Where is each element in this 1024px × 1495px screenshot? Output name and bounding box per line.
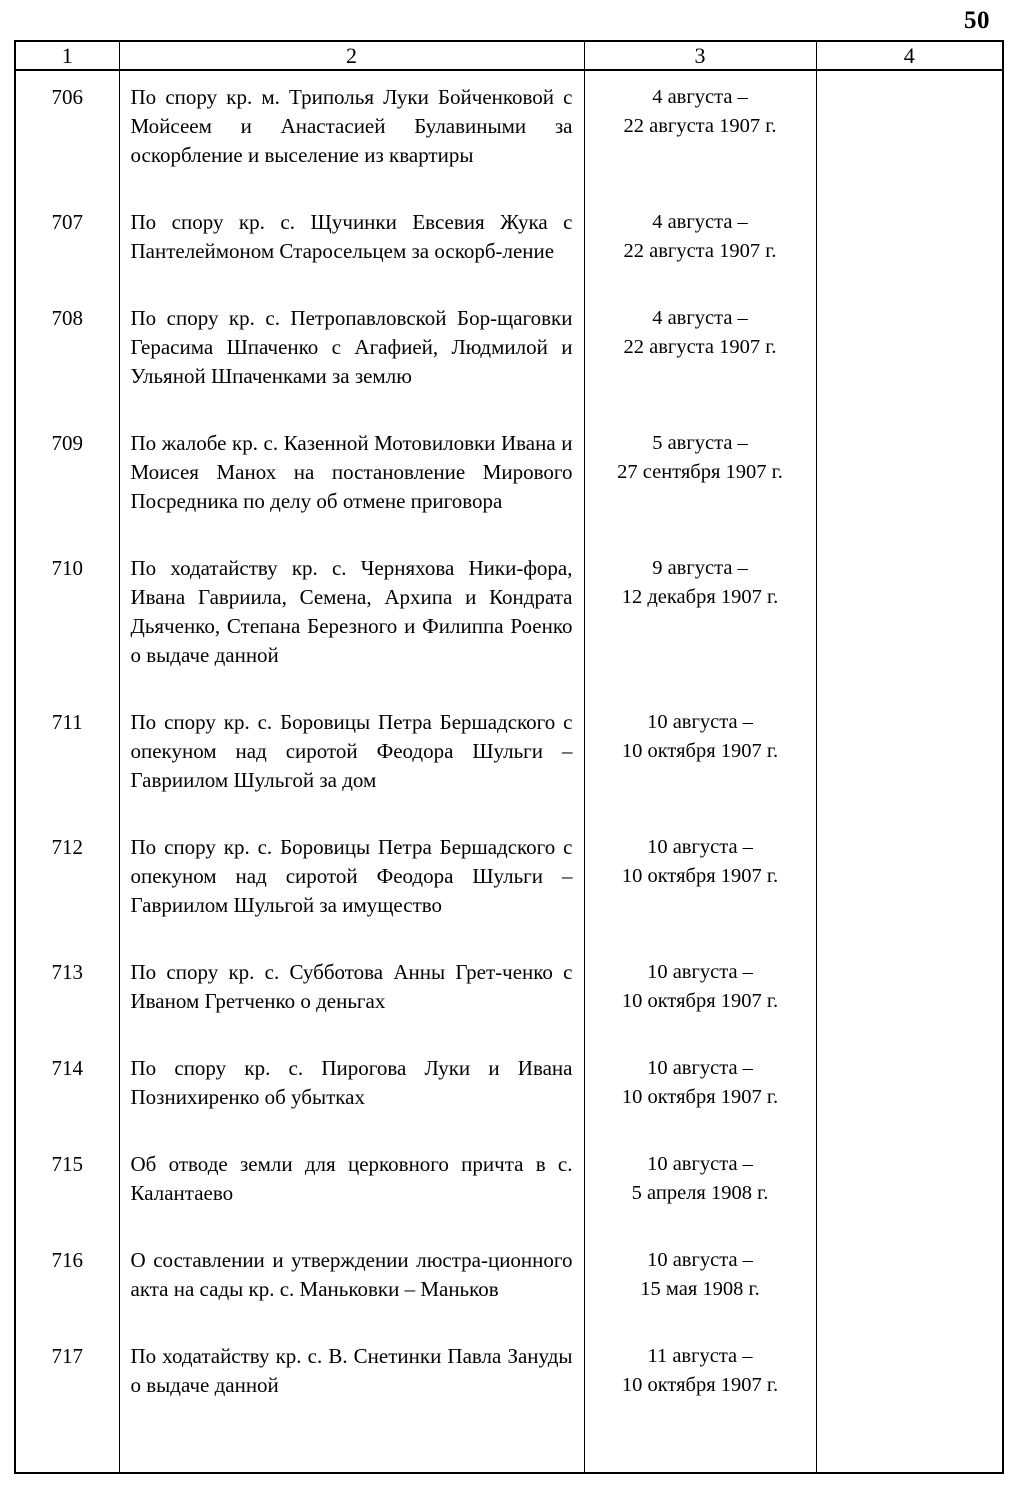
date-range-cell: [584, 1330, 816, 1426]
table-tail-spacer: [15, 1426, 1003, 1473]
row-number: 716: [51, 1248, 83, 1272]
notes-text: [817, 821, 1003, 822]
row-number: 708: [51, 306, 83, 330]
case-description: По ходатайству кр. с. В. Снетинки Павла Зануды о выдаче данной: [130, 1344, 573, 1397]
date-end: 22 августа 1907 г.: [623, 240, 777, 262]
row-number-cell: [15, 1330, 119, 1426]
notes-cell: [816, 417, 1003, 542]
table-row: [15, 70, 1003, 196]
date-end: 10 октября 1907 г.: [621, 1374, 779, 1396]
table-row: [15, 1234, 1003, 1330]
date-range-cell: [584, 821, 816, 946]
table-row: [15, 696, 1003, 821]
date-start: 4 августа –: [652, 211, 748, 233]
date-range-cell: [584, 1234, 816, 1330]
row-number: 712: [51, 835, 83, 859]
notes-text: [817, 542, 1003, 543]
case-description: По ходатайству кр. с. Черняхова Ники-фора, Ивана Гавриила, Семена, Архипа и Кондрата Дьяченко, Степана Березного и Филиппа Роенко о выдаче данной: [130, 556, 573, 667]
date-end: 10 октября 1907 г.: [621, 1086, 779, 1108]
notes-text: [817, 1330, 1003, 1331]
page-number: 50: [964, 7, 990, 34]
notes-text: [817, 292, 1003, 293]
date-range: [585, 71, 816, 167]
notes-cell: [816, 70, 1003, 196]
date-end: 12 декабря 1907 г.: [621, 586, 779, 608]
row-number: 714: [51, 1056, 83, 1080]
table-header-row: [15, 41, 1003, 70]
notes-text: [817, 1042, 1003, 1043]
notes-cell: [816, 946, 1003, 1042]
case-description: По спору кр. с. Пирогова Луки и Ивана Познихиренко об убытках: [130, 1056, 573, 1109]
table-tail-cell: [15, 1426, 119, 1473]
date-range: [585, 417, 816, 513]
case-description-cell: [119, 196, 584, 292]
notes-cell: [816, 1330, 1003, 1426]
date-start: 5 августа –: [652, 432, 748, 454]
date-start: 9 августа –: [652, 557, 748, 579]
date-end: 10 октября 1907 г.: [621, 990, 779, 1012]
date-end: 5 апреля 1908 г.: [631, 1182, 769, 1204]
table-row: [15, 292, 1003, 417]
register-table: [14, 40, 1004, 1474]
case-description-cell: [119, 1234, 584, 1330]
column-header-1: 1: [15, 41, 119, 70]
date-range: [585, 542, 816, 638]
date-end: 22 августа 1907 г.: [623, 115, 777, 137]
case-description: По спору кр. с. Субботова Анны Грет-ченко с Иваном Гретченко о деньгах: [130, 960, 573, 1013]
date-start: 10 августа –: [647, 1153, 753, 1175]
row-number: 717: [51, 1344, 83, 1368]
table-row: [15, 542, 1003, 696]
case-description-cell: [119, 1330, 584, 1426]
date-start: 10 августа –: [647, 711, 753, 733]
row-number-cell: [15, 1042, 119, 1138]
row-number: 706: [51, 85, 83, 109]
table-row: [15, 196, 1003, 292]
row-number-cell: [15, 196, 119, 292]
column-header-3: 3: [584, 41, 816, 70]
date-range: [585, 696, 816, 792]
table-row: [15, 417, 1003, 542]
notes-text: [817, 696, 1003, 697]
case-description-cell: [119, 946, 584, 1042]
date-start: 10 августа –: [647, 961, 753, 983]
row-number-cell: [15, 696, 119, 821]
date-range: [585, 1042, 816, 1138]
case-description: По жалобе кр. с. Казенной Мотовиловки Ивана и Моисея Манох на постановление Мирового Посредника по делу об отмене приговора: [130, 431, 573, 513]
notes-text: [817, 196, 1003, 197]
row-number: 711: [51, 710, 83, 734]
table-row: [15, 821, 1003, 946]
date-end: 10 октября 1907 г.: [621, 740, 779, 762]
notes-cell: [816, 196, 1003, 292]
notes-text: [817, 1138, 1003, 1139]
notes-cell: [816, 821, 1003, 946]
case-description: По спору кр. с. Щучинки Евсевия Жука с Пантелеймоном Старосельцем за оскорб-ление: [130, 210, 573, 263]
date-range: [585, 292, 816, 388]
date-end: 10 октября 1907 г.: [621, 865, 779, 887]
table-row: [15, 946, 1003, 1042]
table-row: [15, 1330, 1003, 1426]
case-description: По спору кр. м. Триполья Луки Бойченковой с Мойсеем и Анастасией Булавиными за оскорбление и выселение из квартиры: [130, 85, 573, 167]
date-range-cell: [584, 196, 816, 292]
date-range: [585, 821, 816, 917]
case-description: По спору кр. с. Петропавловской Бор-щаговки Герасима Шпаченко с Агафией, Людмилой и Ульяной Шпаченками за землю: [130, 306, 573, 388]
row-number-cell: [15, 417, 119, 542]
notes-cell: [816, 542, 1003, 696]
table-row: [15, 1138, 1003, 1234]
date-range: [585, 946, 816, 1042]
date-range: [585, 1330, 816, 1426]
notes-cell: [816, 1138, 1003, 1234]
date-end: 15 мая 1908 г.: [640, 1278, 760, 1300]
column-header-4: 4: [816, 41, 1003, 70]
case-description-cell: [119, 1138, 584, 1234]
case-description: О составлении и утверждении люстра-ционного акта на сады кр. с. Маньковки – Маньков: [130, 1248, 573, 1301]
date-range-cell: [584, 542, 816, 696]
notes-text: [817, 71, 1003, 72]
date-range-cell: [584, 70, 816, 196]
row-number-cell: [15, 70, 119, 196]
date-range-cell: [584, 292, 816, 417]
case-description-cell: [119, 821, 584, 946]
date-range: [585, 1138, 816, 1234]
date-start: 4 августа –: [652, 307, 748, 329]
row-number: 710: [51, 556, 83, 580]
case-description-cell: [119, 417, 584, 542]
date-start: 10 августа –: [647, 836, 753, 858]
row-number: 709: [51, 431, 83, 455]
notes-cell: [816, 292, 1003, 417]
date-end: 27 сентября 1907 г.: [617, 461, 783, 483]
date-range-cell: [584, 1042, 816, 1138]
date-range: [585, 196, 816, 292]
row-number-cell: [15, 946, 119, 1042]
row-number-cell: [15, 292, 119, 417]
row-number-cell: [15, 1234, 119, 1330]
case-description-cell: [119, 542, 584, 696]
row-number: 715: [51, 1152, 83, 1176]
case-description: По спору кр. с. Боровицы Петра Бершадского с опекуном над сиротой Феодора Шульги – Гавриилом Шульгой за дом: [130, 710, 573, 792]
table-tail-cell: [816, 1426, 1003, 1473]
case-description-cell: [119, 696, 584, 821]
date-start: 10 августа –: [647, 1249, 753, 1271]
date-start: 11 августа –: [647, 1345, 753, 1367]
date-start: 10 августа –: [647, 1057, 753, 1079]
table-row: [15, 1042, 1003, 1138]
table-tail-cell: [584, 1426, 816, 1473]
notes-text: [817, 946, 1003, 947]
row-number-cell: [15, 821, 119, 946]
date-range: [585, 1234, 816, 1330]
notes-cell: [816, 696, 1003, 821]
case-description: По спору кр. с. Боровицы Петра Бершадского с опекуном над сиротой Феодора Шульги – Гавриилом Шульгой за имущество: [130, 835, 573, 917]
case-description: Об отводе земли для церковного причта в с. Калантаево: [130, 1152, 573, 1205]
date-range-cell: [584, 1138, 816, 1234]
date-start: 4 августа –: [652, 86, 748, 108]
row-number: 707: [51, 210, 83, 234]
row-number-cell: [15, 1138, 119, 1234]
table-tail-cell: [119, 1426, 584, 1473]
notes-text: [817, 417, 1003, 418]
case-description-cell: [119, 70, 584, 196]
row-number: 713: [51, 960, 83, 984]
row-number-cell: [15, 542, 119, 696]
notes-cell: [816, 1234, 1003, 1330]
case-description-cell: [119, 292, 584, 417]
date-end: 22 августа 1907 г.: [623, 336, 777, 358]
date-range-cell: [584, 946, 816, 1042]
notes-cell: [816, 1042, 1003, 1138]
date-range-cell: [584, 696, 816, 821]
column-header-2: 2: [119, 41, 584, 70]
date-range-cell: [584, 417, 816, 542]
table-body: [15, 70, 1003, 1473]
notes-text: [817, 1234, 1003, 1235]
table-header: [15, 41, 1003, 70]
case-description-cell: [119, 1042, 584, 1138]
